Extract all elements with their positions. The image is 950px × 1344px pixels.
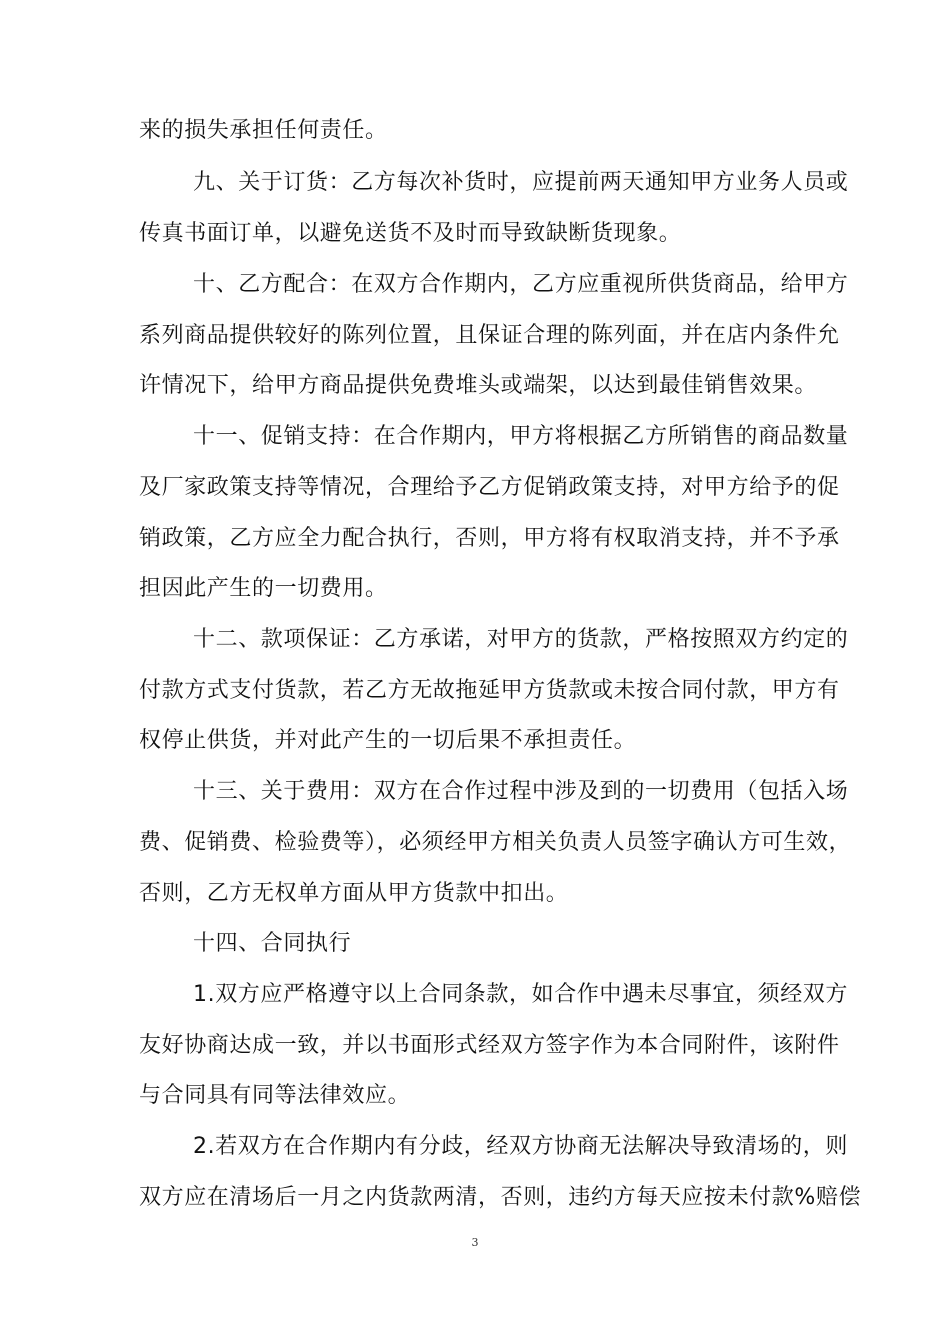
text-line: 及厂家政策支持等情况，合理给予乙方促销政策支持，对甲方给予的促 — [139, 475, 840, 500]
text-line: 双方应在清场后一月之内货款两清，否则，违约方每天应按未付款%赔偿 — [139, 1185, 862, 1210]
text-line: 传真书面订单，以避免送货不及时而导致缺断货现象。 — [139, 221, 682, 246]
text-line: 担因此产生的一切费用。 — [139, 576, 388, 601]
text-line: 付款方式支付货款，若乙方无故拖延甲方货款或未按合同付款，甲方有 — [139, 678, 840, 703]
text-line: 否则，乙方无权单方面从甲方货款中扣出。 — [139, 881, 569, 906]
text-line: 友好协商达成一致，并以书面形式经双方签字作为本合同附件，该附件 — [139, 1033, 840, 1058]
page-number: 3 — [471, 1236, 479, 1249]
item-2-line: 2.若双方在合作期内有分歧，经双方协商无法解决导致清场的，则 — [193, 1134, 848, 1159]
clause-14-heading: 十四、合同执行 — [193, 931, 352, 956]
text-line: 权停止供货，并对此产生的一切后果不承担责任。 — [139, 728, 637, 753]
clause-11-heading-line: 十一、促销支持：在合作期内，甲方将根据乙方所销售的商品数量 — [193, 424, 849, 449]
text-line: 许情况下，给甲方商品提供免费堆头或端架，以达到最佳销售效果。 — [139, 373, 818, 398]
item-1-line: 1.双方应严格遵守以上合同条款，如合作中遇未尽事宜，须经双方 — [193, 982, 848, 1007]
clause-12-heading-line: 十二、款项保证：乙方承诺，对甲方的货款，严格按照双方约定的 — [193, 627, 849, 652]
text-line: 来的损失承担任何责任。 — [139, 118, 388, 143]
clause-10-heading-line: 十、乙方配合：在双方合作期内，乙方应重视所供货商品，给甲方 — [193, 272, 849, 297]
text-line: 费、促销费、检验费等），必须经甲方相关负责人员签字确认方可生效， — [139, 830, 852, 855]
clause-13-heading-line: 十三、关于费用：双方在合作过程中涉及到的一切费用（包括入场 — [193, 779, 849, 804]
text-line: 销政策，乙方应全力配合执行，否则，甲方将有权取消支持，并不予承 — [139, 526, 840, 551]
clause-9-heading-line: 九、关于订货：乙方每次补货时，应提前两天通知甲方业务人员或 — [193, 170, 849, 195]
text-line: 与合同具有同等法律效应。 — [139, 1083, 411, 1108]
text-line: 系列商品提供较好的陈列位置，且保证合理的陈列面，并在店内条件允 — [139, 323, 840, 348]
